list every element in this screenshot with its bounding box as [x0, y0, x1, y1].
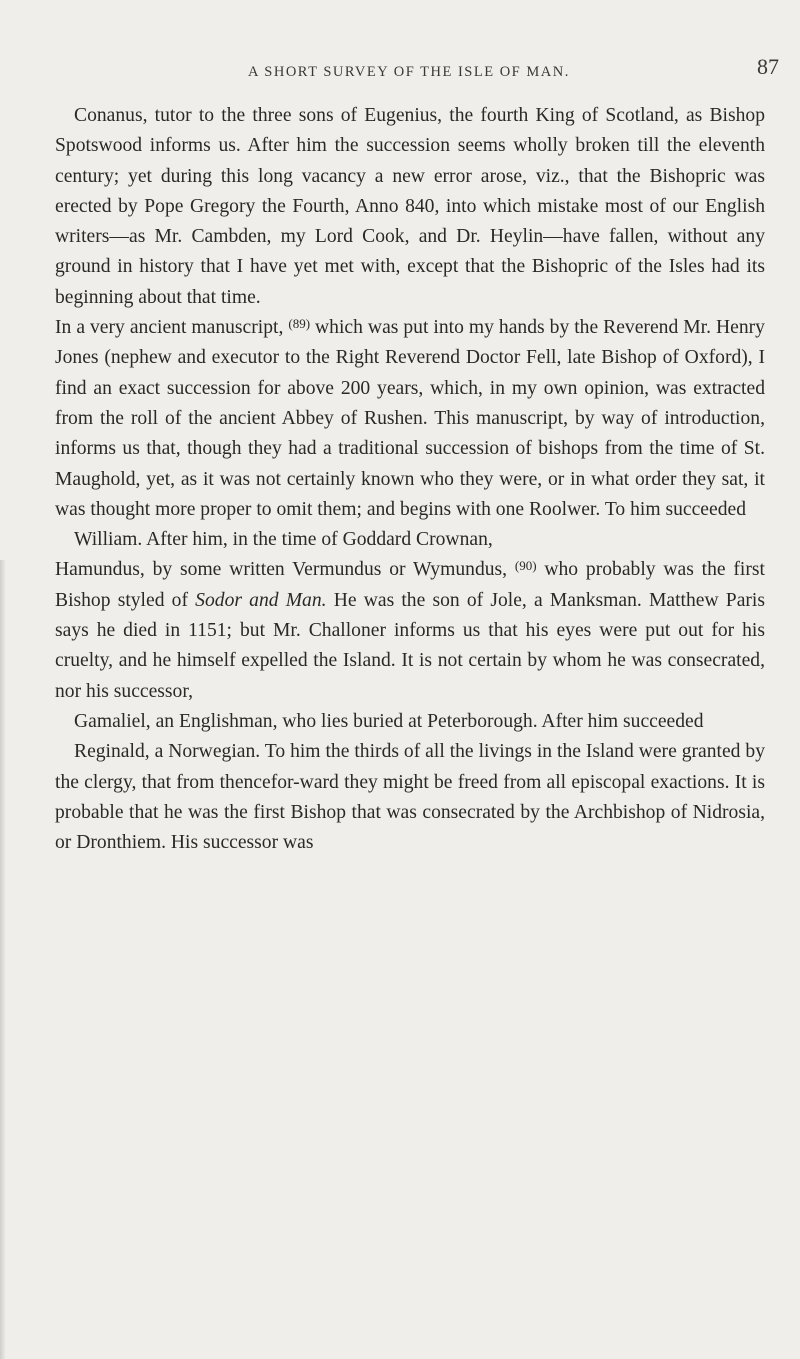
- page-number: 87: [757, 54, 779, 79]
- paragraph-5: [55, 707, 765, 737]
- paragraph-3: [55, 525, 765, 555]
- paragraph-3-text: William. After him, in the time of Goddard Crownan,: [74, 529, 493, 551]
- paragraph-4-text-b: who probably was the first Bishop styled of: [55, 559, 765, 611]
- paragraph-1: [55, 101, 765, 313]
- paragraph-6: [55, 737, 765, 858]
- body-text: [55, 101, 765, 858]
- paragraph-2-text-a: In a very ancient manuscript,: [55, 317, 284, 339]
- paragraph-6-text: Reginald, a Norwegian. To him the thirds of all the livings in the Island were granted by the clergy, that from thencefor-ward they might be freed from all episcopal exactions. It is probable that he was the first Bishop that was consecrated by the Archbishop of Nidrosia, or Dronthiem. His successor was: [55, 741, 765, 854]
- paragraph-5-text: Gamaliel, an Englishman, who lies buried at Peterborough. After him succeeded: [74, 710, 704, 732]
- footnote-ref-90: (90): [514, 558, 537, 574]
- paragraph-4: [55, 555, 765, 706]
- running-head: A SHORT SURVEY OF THE ISLE OF MAN.: [248, 64, 570, 80]
- paragraph-2: [55, 313, 765, 525]
- page-edge-shadow: [0, 560, 6, 1359]
- footnote-ref-89: (89): [288, 316, 311, 332]
- paragraph-4-text-c: He was the son of Jole, a Manksman. Matthew Paris says he died in 1151; but Mr. Challoner informs us that his eyes were put out for his cruelty, and he himself expelled the Island. It is not certain by whom he was consecrated, nor his successor,: [55, 589, 765, 702]
- paragraph-4-italic: Sodor and Man.: [195, 589, 327, 611]
- paragraph-2-text-b: which was put into my hands by the Reverend Mr. Henry Jones (nephew and executor to the Right Reverend Doctor Fell, late Bishop of Oxford), I find an exact succession for above 200 years, which, in my own opinion, was extracted from the roll of the ancient Abbey of Rushen. This manuscript, by way of introduction, informs us that, though they had a traditional succession of bishops from the time of St. Maughold, yet, as it was not certainly known who they were, or in what order they sat, it was thought more proper to omit them; and begins with one Roolwer. To him succeeded: [55, 317, 765, 520]
- paragraph-1-text: Conanus, tutor to the three sons of Eugenius, the fourth King of Scotland, as Bishop Spotswood informs us. After him the succession seems wholly broken till the eleventh century; yet during this long vacancy a new error arose, viz., that the Bishopric was erected by Pope Gregory the Fourth, Anno 840, into which mistake most of our English writers—as Mr. Cambden, my Lord Cook, and Dr. Heylin—have fallen, without any ground in history that I have yet met with, except that the Bishopric of the Isles had its beginning about that time.: [55, 105, 765, 308]
- paragraph-4-text-a: Hamundus, by some written Vermundus or Wymundus,: [55, 559, 508, 581]
